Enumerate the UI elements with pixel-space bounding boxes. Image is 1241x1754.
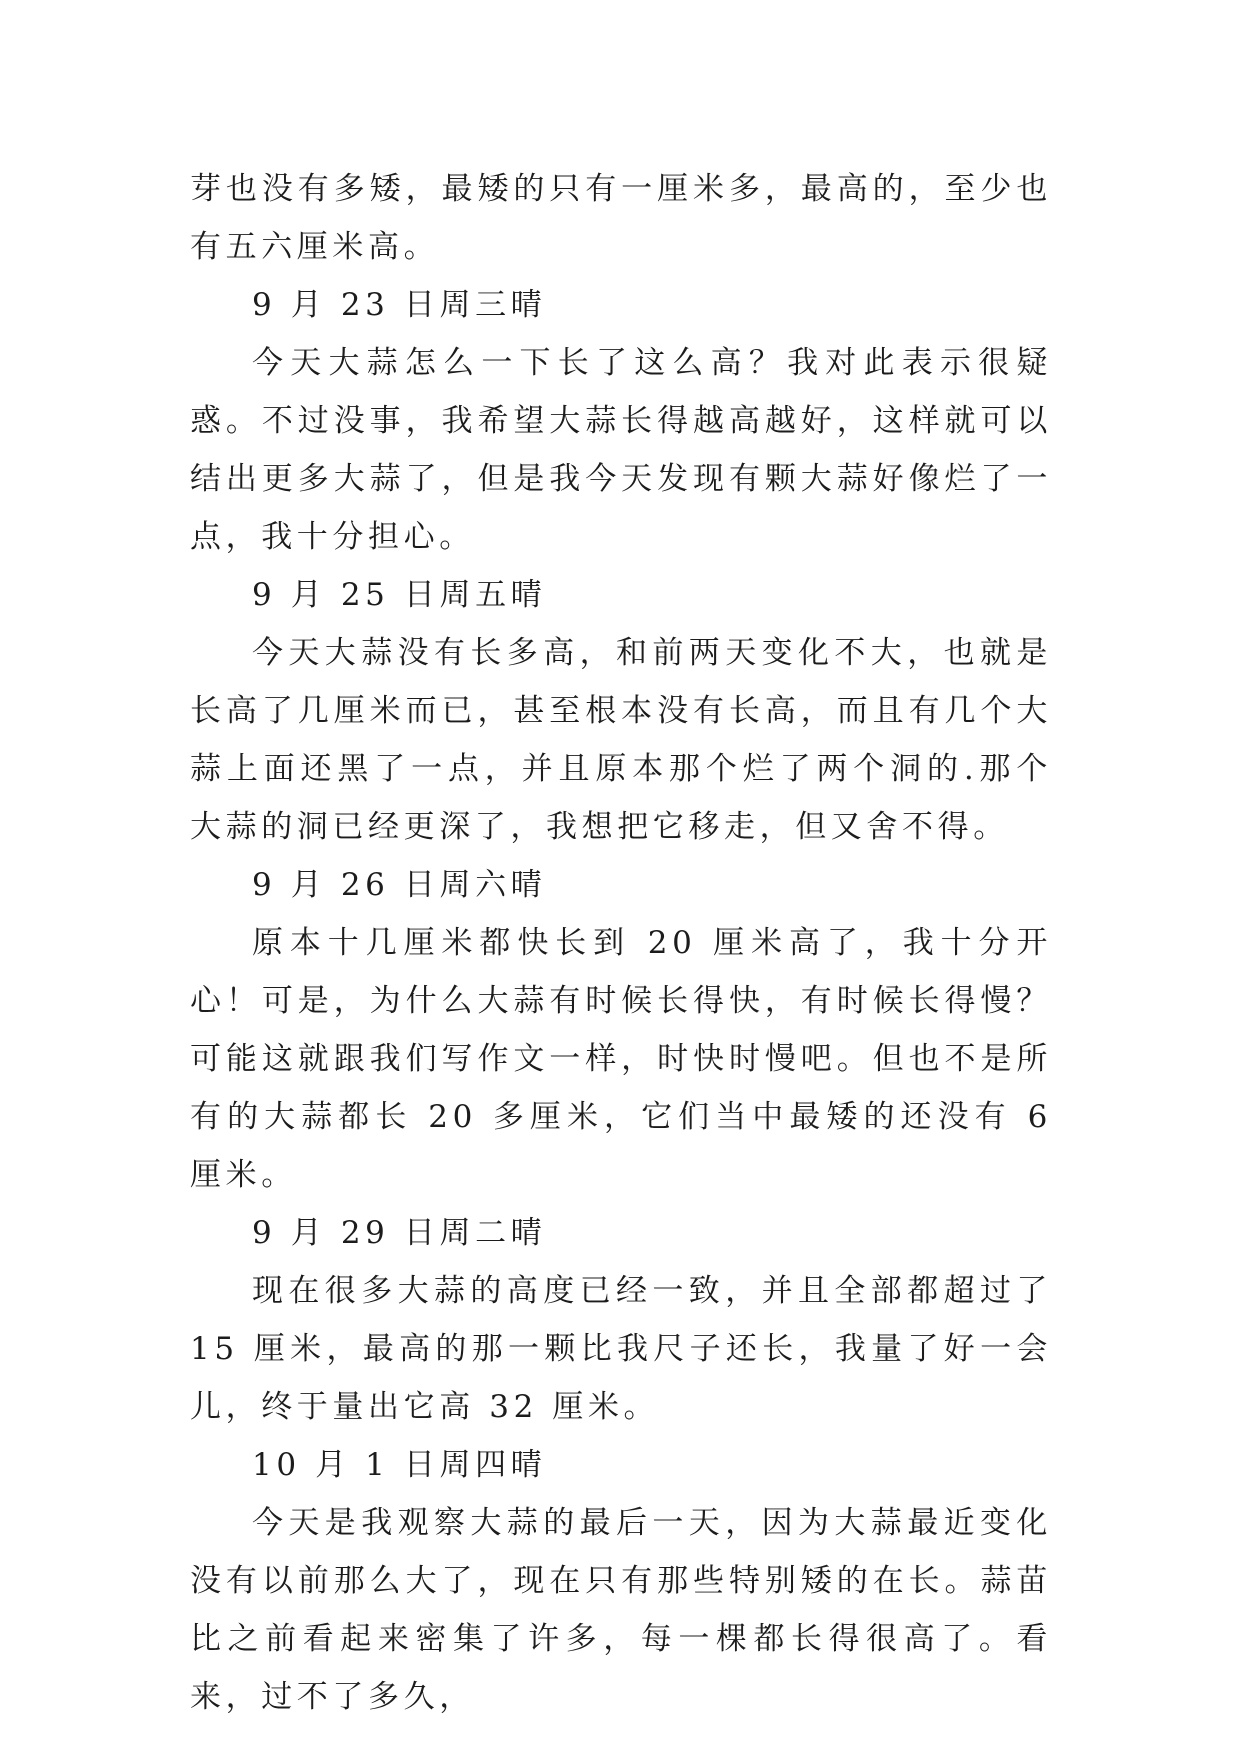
diary-entry-paragraph: 今天大蒜怎么一下长了这么高？我对此表示很疑惑。不过没事，我希望大蒜长得越高越好，这样就可以结出更多大蒜了，但是我今天发现有颗大蒜好像烂了一点，我十分担心。: [190, 345, 1052, 555]
diary-date-heading: 9 月 26 日周六晴: [252, 867, 547, 903]
document-body: [190, 160, 1052, 1726]
diary-entry-paragraph: 今天是我观察大蒜的最后一天，因为大蒜最近变化没有以前那么大了，现在只有那些特别矮的在长。蒜苗比之前看起来密集了许多，每一棵都长得很高了。看来，过不了多久，: [190, 1505, 1052, 1715]
diary-date-heading: 9 月 23 日周三晴: [252, 287, 547, 323]
diary-entry-paragraph: 现在很多大蒜的高度已经一致，并且全部都超过了 15 厘米，最高的那一颗比我尺子还长，我量了好一会儿，终于量出它高 32 厘米。: [190, 1273, 1052, 1425]
diary-date-heading: 10 月 1 日周四晴: [252, 1447, 547, 1483]
diary-date-heading: 9 月 25 日周五晴: [252, 577, 547, 613]
paragraph-continuation: 芽也没有多矮，最矮的只有一厘米多，最高的，至少也有五六厘米高。: [190, 171, 1052, 265]
diary-entry-paragraph: 原本十几厘米都快长到 20 厘米高了，我十分开心！可是，为什么大蒜有时候长得快，有时候长得慢？可能这就跟我们写作文一样，时快时慢吧。但也不是所有的大蒜都长 20 多厘米，它们当中最矮的还没有 6 厘米。: [190, 925, 1052, 1193]
diary-entry-paragraph: 今天大蒜没有长多高，和前两天变化不大，也就是长高了几厘米而已，甚至根本没有长高，而且有几个大蒜上面还黑了一点，并且原本那个烂了两个洞的.那个大蒜的洞已经更深了，我想把它移走，但又舍不得。: [190, 635, 1052, 845]
diary-date-heading: 9 月 29 日周二晴: [252, 1215, 547, 1251]
